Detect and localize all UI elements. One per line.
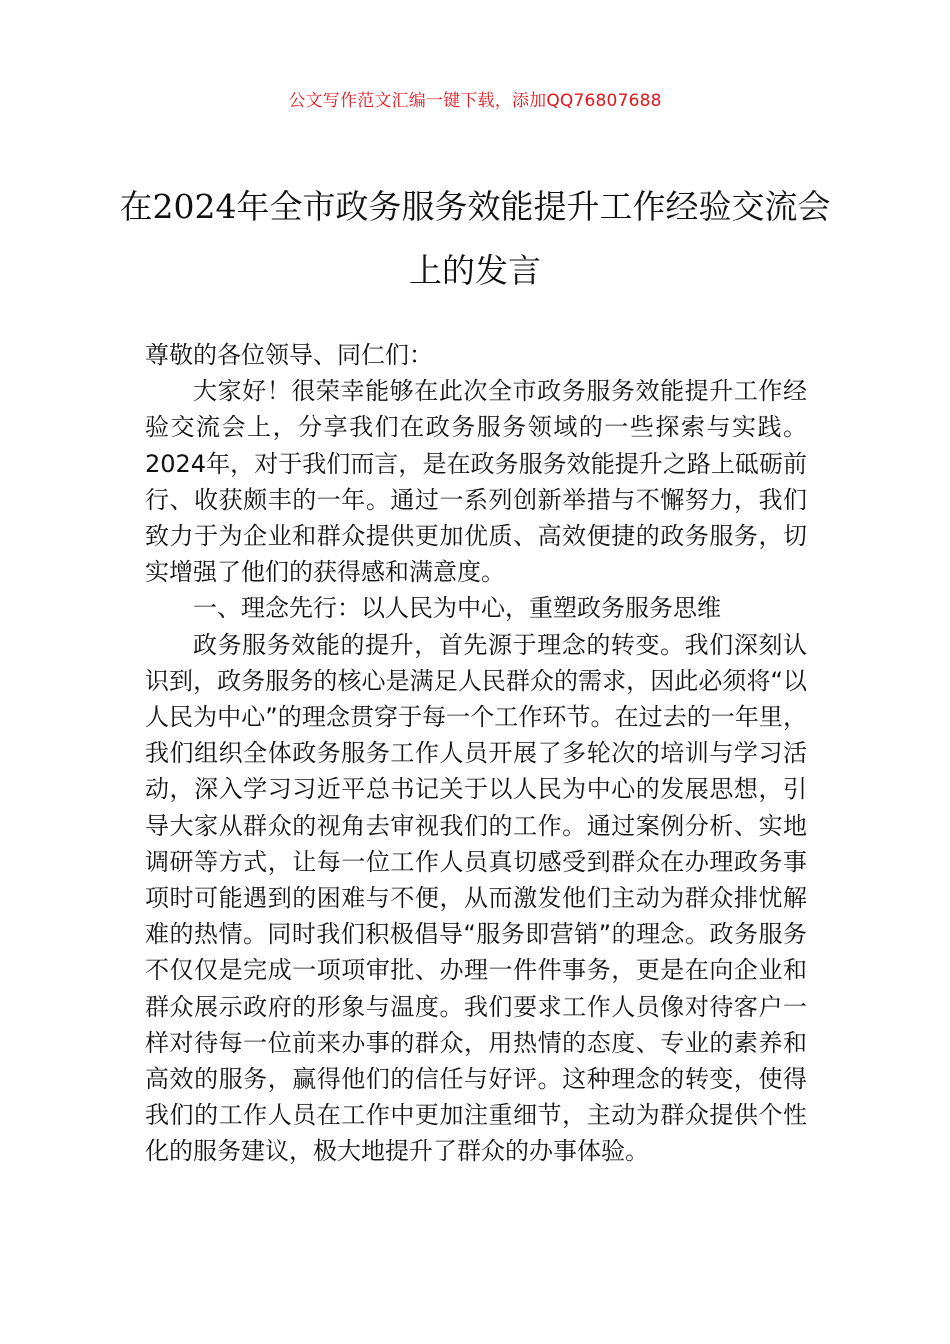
paragraph-section-1: 政务服务效能的提升，首先源于理念的转变。我们深刻认识到，政务服务的核心是满足人民群众的需求，因此必须将“以人民为中心”的理念贯穿于每一个工作环节。在过去的一年里，我们组织全体政务服务工作人员开展了多轮次的培训与学习活动，深入学习习近平总书记关于以人民为中心的发展思想，引导大家从群众的视角去审视我们的工作。通过案例分析、实地调研等方式，让每一位工作人员真切感受到群众在办理政务事项时可能遇到的困难与不便，从而激发他们主动为群众排忧解难的热情。同时我们积极倡导“服务即营销”的理念。政务服务不仅仅是完成一项项审批、办理一件件事务，更是在向企业和群众展示政府的形象与温度。我们要求工作人员像对待客户一样对待每一位前来办事的群众，用热情的态度、专业的素养和高效的服务，赢得他们的信任与好评。这种理念的转变，使得我们的工作人员在工作中更加注重细节，主动为群众提供个性化的服务建议，极大地提升了群众的办事体验。 bbox=[145, 630, 807, 1166]
download-notice: 公文写作范文汇编一键下载，添加QQ76807688 bbox=[288, 91, 662, 111]
salutation: 尊敬的各位领导、同仁们： bbox=[145, 341, 433, 369]
document-title: 在2024年全市政务服务效能提升工作经验交流会上的发言 bbox=[119, 187, 831, 290]
paragraph-intro: 大家好！很荣幸能够在此次全市政务服务效能提升工作经验交流会上，分享我们在政务服务领域的一些探索与实践。2024年，对于我们而言，是在政务服务效能提升之路上砥砺前行、收获颇丰的一年。通过一系列创新举措与不懈努力，我们致力于为企业和群众提供更加优质、高效便捷的政务服务，切实增强了他们的获得感和满意度。 bbox=[145, 377, 807, 587]
document-body bbox=[145, 337, 807, 1170]
section-heading-1: 一、理念先行：以人民为中心，重塑政务服务思维 bbox=[193, 594, 721, 623]
